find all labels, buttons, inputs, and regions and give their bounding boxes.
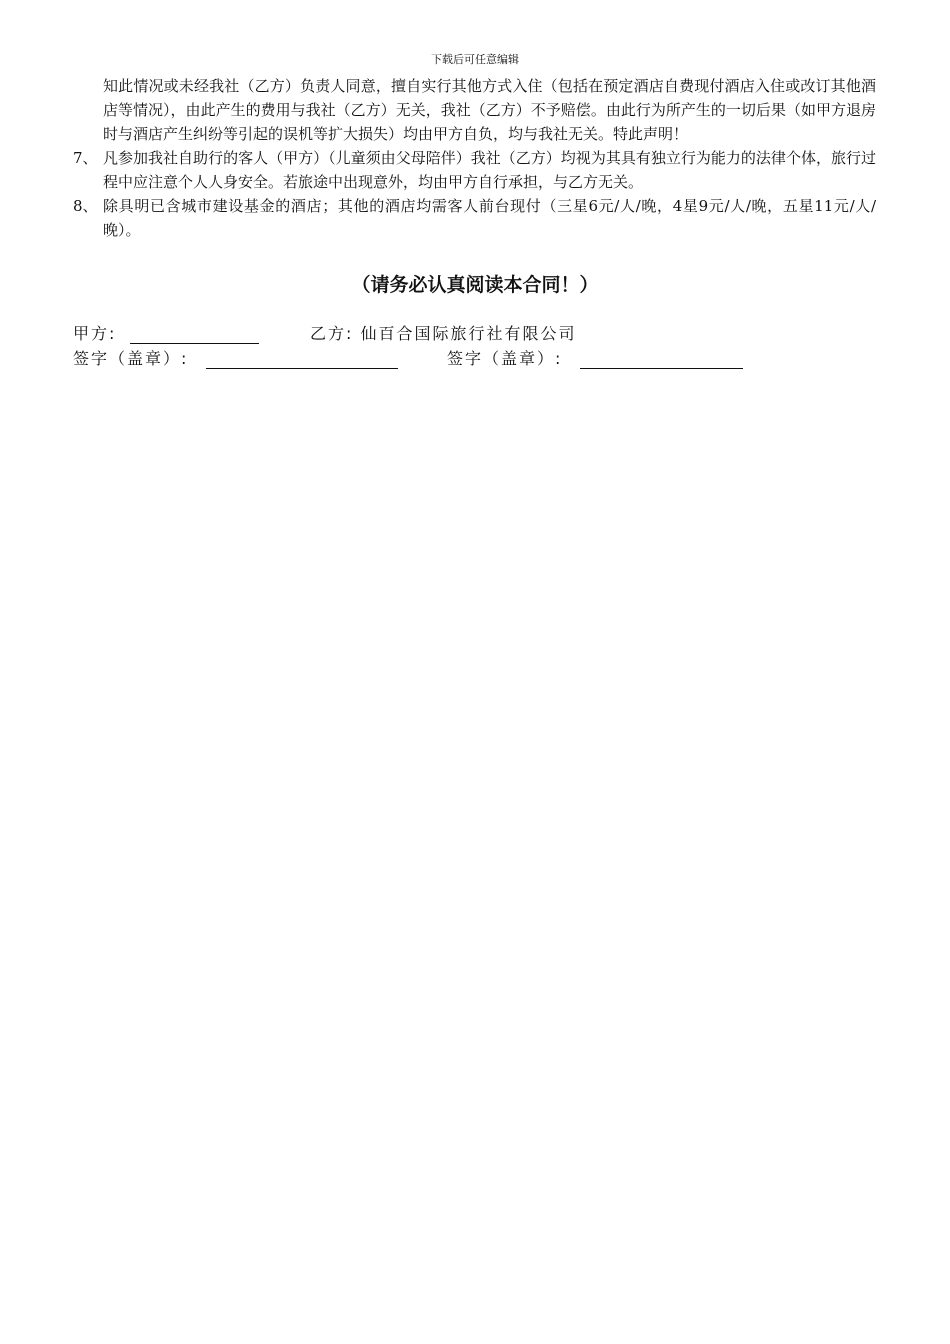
party-a-sign-label: 签字（盖章）:: [73, 349, 189, 368]
party-a-blank[interactable]: [130, 342, 259, 344]
item-text: 除具明已含城市建设基金的酒店；其他的酒店均需客人前台现付（三星6元/人/晚，4星9元/人/晚，五星11元/人/晚）。: [103, 197, 876, 239]
list-item: [73, 194, 876, 242]
list-item: [73, 146, 876, 194]
continuation-paragraph: 知此情况或未经我社（乙方）负责人同意，擅自实行其他方式入住（包括在预定酒店自费现付酒店入住或改订其他酒店等情况），由此产生的费用与我社（乙方）无关，我社（乙方）不予赔偿。由此行为所产生的一切后果（如甲方退房时与酒店产生纠纷等引起的误机等扩大损失）均由甲方自负，均与我社无关。特此声明！: [103, 77, 876, 143]
read-contract-notice: （请务必认真阅读本合同！）: [351, 274, 599, 296]
party-a-sign-blank[interactable]: [206, 367, 398, 369]
party-b-sign-label: 签字（盖章）:: [447, 349, 563, 368]
contract-body: [73, 74, 876, 242]
party-b-sign-blank[interactable]: [580, 367, 743, 369]
header-note: 下载后可任意编辑: [431, 53, 519, 66]
item-number: 8、: [73, 197, 98, 215]
item-number: 7、: [73, 149, 98, 167]
item-text: 凡参加我社自助行的客人（甲方）（儿童须由父母陪伴）我社（乙方）均视为其具有独立行为能力的法律个体，旅行过程中应注意个人人身安全。若旅途中出现意外，均由甲方自行承担，与乙方无关。: [103, 149, 876, 191]
party-b-label: 乙方: 仙百合国际旅行社有限公司: [310, 324, 577, 343]
party-a-label: 甲方:: [73, 324, 117, 343]
